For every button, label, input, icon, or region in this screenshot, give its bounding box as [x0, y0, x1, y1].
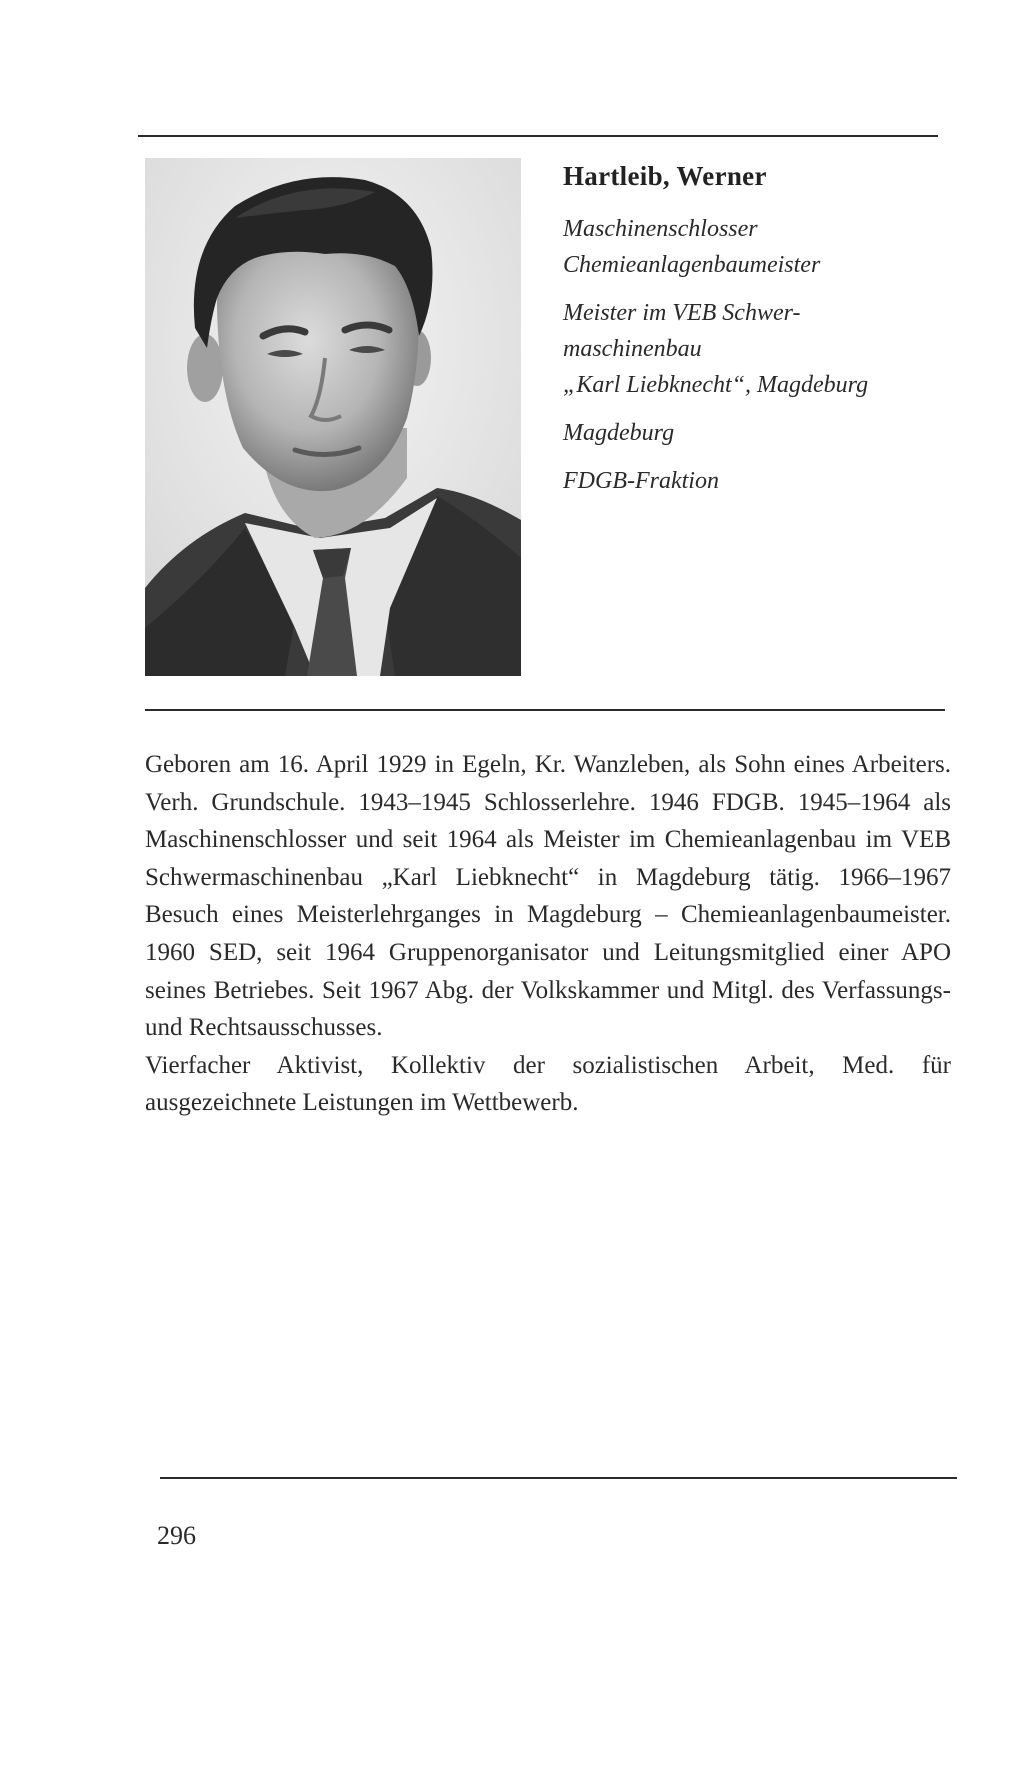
- constituency-line: Magdeburg: [563, 420, 675, 446]
- page-number: 296: [157, 1521, 196, 1550]
- workplace-line: „Karl Liebknecht“, Magdeburg: [563, 372, 869, 398]
- workplace-line: Meister im VEB Schwer-: [563, 300, 801, 326]
- workplace-line: maschinenbau: [563, 336, 702, 362]
- professions: [563, 211, 943, 283]
- awards-paragraph: Vierfacher Aktivist, Kollektiv der sozialistischen Arbeit, Med. für ausgezeichnete Leistungen im Wettbewerb.: [145, 1051, 951, 1117]
- portrait-photo: [145, 158, 521, 676]
- bottom-rule: [160, 1477, 957, 1479]
- profession-line: Chemieanlagenbaumeister: [563, 252, 821, 278]
- profession-line: Maschinenschlosser: [563, 216, 758, 242]
- faction-line: FDGB-Fraktion: [563, 468, 719, 494]
- top-rule: [138, 135, 938, 137]
- person-name: Hartleib, Werner: [563, 161, 767, 191]
- biography: [145, 746, 951, 1122]
- workplace: [563, 295, 943, 403]
- entry-header: [563, 158, 943, 511]
- constituency: [563, 415, 943, 451]
- middle-rule: [145, 709, 945, 711]
- faction: [563, 463, 943, 499]
- biography-paragraph: Geboren am 16. April 1929 in Egeln, Kr. Wanzleben, als Sohn eines Arbeiters. Verh. Grundschule. 1943–1945 Schlosserlehre. 1946 FDGB. 1945–1964 als Maschinenschlosser und seit 1964 als Meister im Chemieanlagenbau im VEB Schwermaschinenbau „Karl Liebknecht“ in Magdeburg tätig. 1966–1967 Besuch eines Meisterlehrganges in Magdeburg – Chemieanlagenbaumeister. 1960 SED, seit 1964 Gruppenorganisator und Leitungsmitglied einer APO seines Betriebes. Seit 1967 Abg. der Volkskammer und Mitgl. des Verfassungs- und Rechtsausschusses.: [145, 751, 951, 1042]
